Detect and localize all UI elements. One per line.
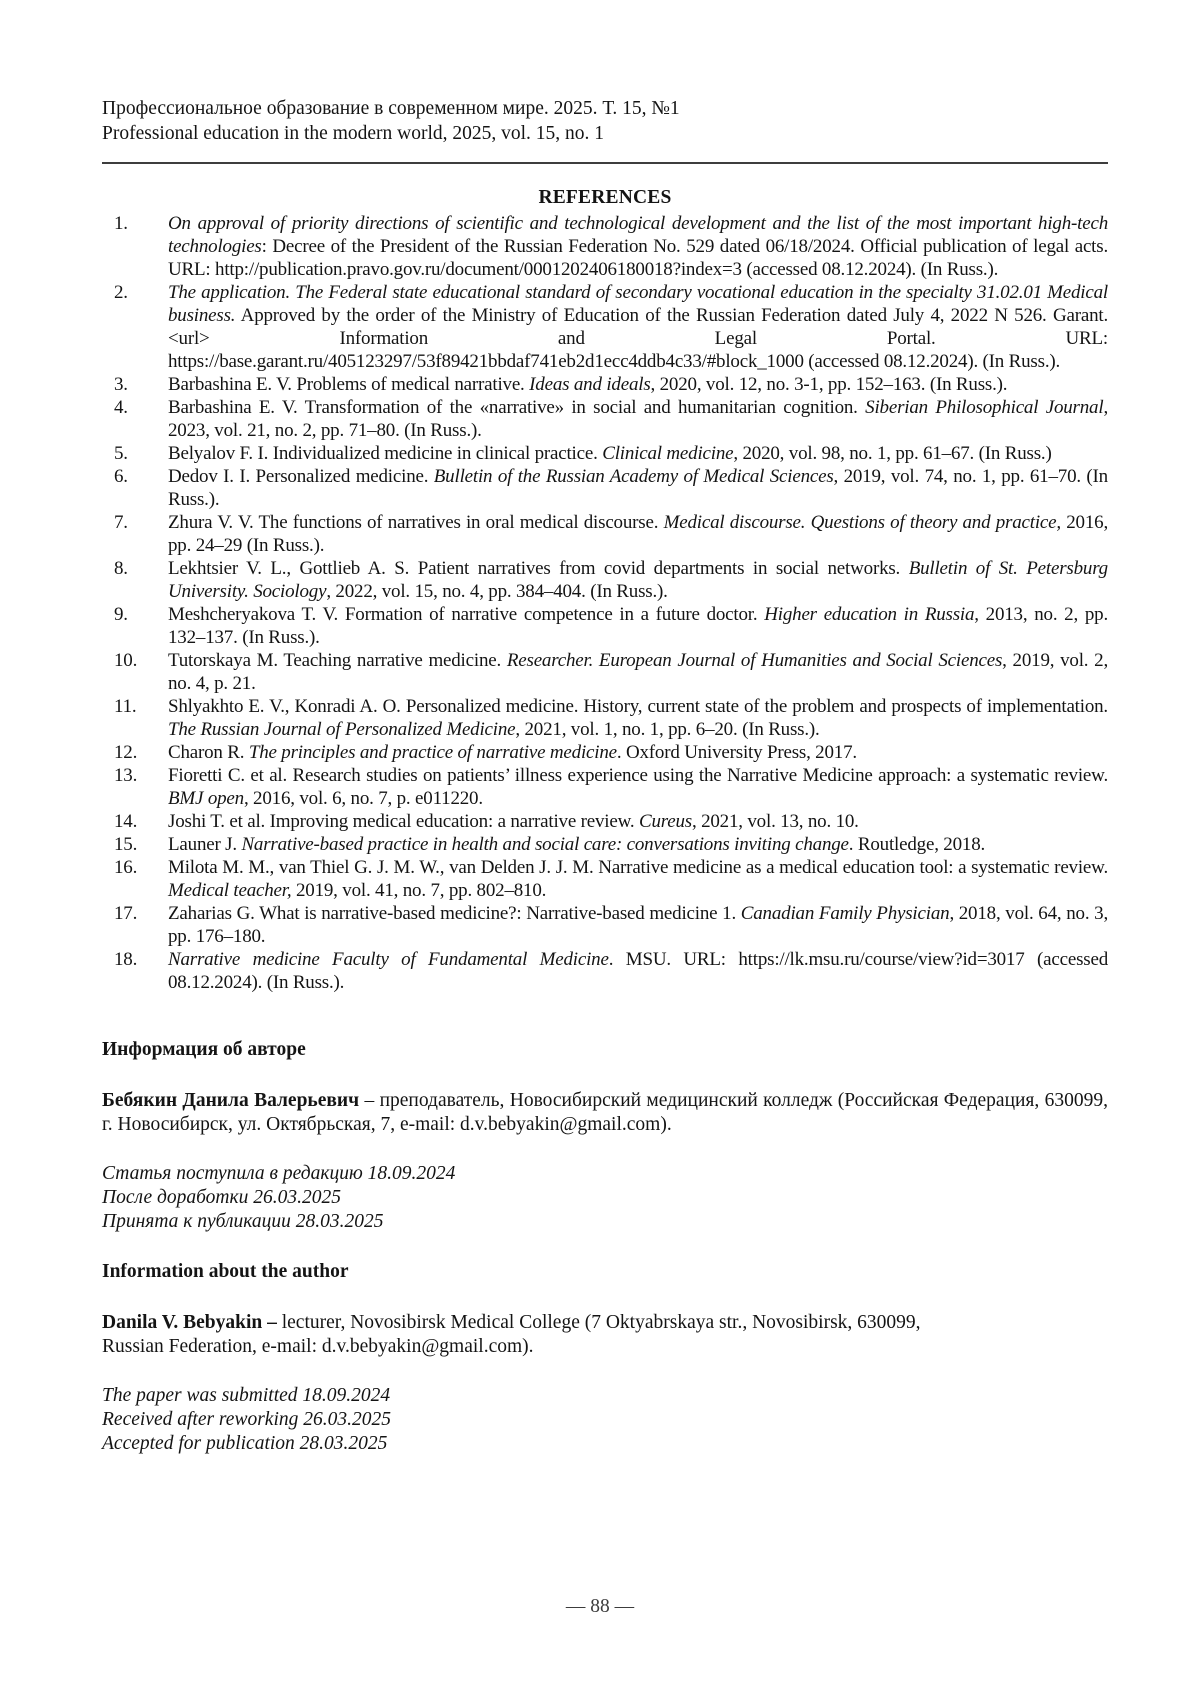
reference-segment-italic: BMJ open [168, 788, 244, 809]
reference-item [102, 856, 1108, 902]
reference-item [102, 695, 1108, 741]
reference-segment-italic: Ideas and ideals [529, 374, 651, 395]
reference-segment: Belyalov F. I. Individualized medicine in clinical practice. [168, 443, 603, 464]
date-submitted-en: The paper was submitted 18.09.2024 [102, 1385, 391, 1406]
reference-segment: . Routledge, 2018. [848, 834, 986, 855]
reference-text [168, 396, 1108, 442]
author-paragraph-en [102, 1311, 1108, 1359]
reference-segment: . Oxford University Press, 2017. [616, 742, 857, 763]
reference-segment: , 2021, vol. 13, no. 10. [691, 811, 859, 832]
reference-segment: : Decree of the President of the Russian Federation No. 529 dated 06/18/2024. Official publication of legal acts. URL: http://publication.pravo.gov.ru/document/0001202406180018?index=3 (accessed 08.12.2024). (In Russ.). [168, 236, 1108, 280]
reference-segment-italic: Medical teacher, [168, 880, 292, 901]
date-accepted-ru: Принята к публикации 28.03.2025 [102, 1211, 384, 1232]
reference-segment: , 2019, vol. 74, no. 1, pp. 61–70. (In Russ.). [168, 466, 1108, 510]
reference-item [102, 281, 1108, 373]
reference-number: 3. [114, 374, 128, 395]
reference-text [168, 442, 1108, 465]
author-paragraph-ru [102, 1089, 1108, 1137]
reference-item [102, 465, 1108, 511]
submission-dates-en [102, 1384, 1108, 1456]
reference-segment-italic: Cureus [638, 811, 692, 832]
reference-number: 14. [114, 811, 138, 832]
reference-item [102, 649, 1108, 695]
reference-number: 1. [114, 213, 128, 234]
reference-text [168, 603, 1108, 649]
author-details-en-line1: lecturer, Novosibirsk Medical College (7 Oktyabrskaya str., Novosibirsk, 630099, [276, 1312, 921, 1333]
date-accepted-en: Accepted for publication 28.03.2025 [102, 1433, 388, 1454]
reference-segment: Meshcheryakova T. V. Formation of narrative competence in a future doctor. [168, 604, 765, 625]
page-number: — 88 — [565, 1596, 635, 1617]
reference-item [102, 557, 1108, 603]
reference-item [102, 833, 1108, 856]
journal-title-ru: Профессиональное образование в современном мире. 2025. Т. 15, №1 [102, 98, 680, 119]
reference-text [168, 695, 1108, 741]
reference-segment-italic: The application. The Federal state educational standard of secondary vocational education in the specialty 31.02.01 Medical business. [168, 282, 1108, 326]
references-title: REFERENCES [538, 187, 672, 208]
reference-segment: Milota M. M., van Thiel G. J. M. W., van Delden J. J. M. Narrative medicine as a medical education tool: a systematic review. [168, 857, 1108, 878]
reference-segment: Dedov I. I. Personalized medicine. [168, 466, 434, 487]
references-list [102, 212, 1108, 994]
reference-number: 10. [114, 650, 138, 671]
author-info-heading-en: Information about the author [102, 1261, 349, 1282]
reference-item [102, 603, 1108, 649]
reference-segment: Shlyakhto E. V., Konradi A. O. Personalized medicine. History, current state of the problem and prospects of implementation. [168, 696, 1108, 717]
reference-item [102, 511, 1108, 557]
reference-number: 17. [114, 903, 138, 924]
reference-segment-italic: Siberian Philosophical Journal [865, 397, 1104, 418]
reference-item [102, 948, 1108, 994]
reference-segment: , 2016, vol. 6, no. 7, p. e011220. [243, 788, 483, 809]
reference-segment-italic: Narrative-based practice in health and social care: conversations inviting change [241, 834, 849, 855]
reference-number: 9. [114, 604, 128, 625]
reference-text [168, 212, 1108, 281]
reference-segment: , 2013, no. 2, pp. 132–137. (In Russ.). [168, 604, 1108, 648]
reference-item [102, 741, 1108, 764]
reference-number: 7. [114, 512, 128, 533]
reference-segment: , 2023, vol. 21, no. 2, pp. 71–80. (In Russ.). [168, 397, 1108, 441]
reference-segment: , 2020, vol. 12, no. 3-1, pp. 152–163. (In Russ.). [650, 374, 1008, 395]
reference-text [168, 465, 1108, 511]
journal-header [102, 96, 1108, 146]
author-info-heading-ru: Информация об авторе [102, 1039, 306, 1060]
reference-segment: Joshi T. et al. Improving medical education: a narrative review. [168, 811, 639, 832]
reference-segment: , 2019, vol. 2, no. 4, p. 21. [168, 650, 1109, 694]
reference-number: 2. [114, 282, 128, 303]
reference-segment: 2019, vol. 41, no. 7, pp. 802–810. [291, 880, 547, 901]
reference-text [168, 856, 1108, 902]
reference-number: 13. [114, 765, 138, 786]
reference-segment: , 2021, vol. 1, no. 1, pp. 6–20. (In Russ.). [515, 719, 820, 740]
reference-segment-italic: Clinical medicine [602, 443, 734, 464]
reference-text [168, 511, 1108, 557]
reference-number: 12. [114, 742, 138, 763]
reference-segment: . MSU. URL: https://lk.msu.ru/course/view?id=3017 (accessed 08.12.2024). (In Russ.). [168, 949, 1109, 993]
date-submitted-ru: Статья поступила в редакцию 18.09.2024 [102, 1163, 456, 1184]
reference-text [168, 281, 1108, 373]
reference-segment-italic: Bulletin of the Russian Academy of Medical Sciences [433, 466, 834, 487]
reference-text [168, 557, 1108, 603]
reference-number: 8. [114, 558, 128, 579]
reference-item [102, 764, 1108, 810]
reference-number: 6. [114, 466, 128, 487]
author-name-ru: Бебякин Данила Валерьевич [102, 1090, 360, 1111]
reference-segment-italic: Medical discourse. Questions of theory and practice, [663, 512, 1061, 533]
reference-segment: Tutorskaya M. Teaching narrative medicine. [168, 650, 507, 671]
reference-number: 18. [114, 949, 138, 970]
reference-segment-italic: Higher education in Russia [764, 604, 975, 625]
reference-segment: Lekhtsier V. L., Gottlieb A. S. Patient narratives from covid departments in social networks. [168, 558, 909, 579]
author-name-en: Danila V. Bebyakin – [102, 1312, 277, 1333]
reference-segment: Barbashina E. V. Transformation of the «narrative» in social and humanitarian cognition. [168, 397, 866, 418]
reference-segment: , 2018, vol. 64, no. 3, pp. 176–180. [168, 903, 1108, 947]
reference-text [168, 373, 1108, 396]
reference-segment-italic: The principles and practice of narrative medicine [248, 742, 617, 763]
author-details-ru: – преподаватель, Новосибирский медицинский колледж (Российская Федерация, 630099, г. Новосибирск, ул. Октябрьская, 7, e-mail: d.v.bebyakin@gmail.com). [102, 1090, 1108, 1135]
journal-title-en: Professional education in the modern world, 2025, vol. 15, no. 1 [102, 123, 605, 144]
reference-segment: , 2020, vol. 98, no. 1, pp. 61–67. (In Russ.) [733, 443, 1052, 464]
reference-item [102, 902, 1108, 948]
reference-segment-italic: Narrative medicine Faculty of Fundamental Medicine [168, 949, 609, 970]
reference-segment-italic: Bulletin of St. Petersburg University. Sociology [168, 558, 1108, 602]
reference-text [168, 741, 1108, 764]
reference-item [102, 212, 1108, 281]
reference-segment: Zaharias G. What is narrative-based medicine?: Narrative-based medicine 1. [168, 903, 741, 924]
header-rule [102, 162, 1108, 164]
reference-segment-italic: The Russian Journal of Personalized Medicine [168, 719, 516, 740]
date-reworked-en: Received after reworking 26.03.2025 [102, 1409, 391, 1430]
reference-segment: 2016, pp. 24–29 (In Russ.). [168, 512, 1109, 556]
date-reworked-ru: После доработки 26.03.2025 [102, 1187, 341, 1208]
reference-item [102, 373, 1108, 396]
reference-item [102, 396, 1108, 442]
reference-segment-italic: On approval of priority directions of scientific and technological development and the list of the most important high-tech technologies [168, 213, 1108, 257]
reference-segment: Charon R. [168, 742, 249, 763]
reference-number: 15. [114, 834, 138, 855]
reference-text [168, 833, 1108, 856]
reference-segment: , 2022, vol. 15, no. 4, pp. 384–404. (In Russ.). [326, 581, 668, 602]
reference-segment: Zhura V. V. The functions of narratives in oral medical discourse. [168, 512, 664, 533]
reference-segment: Launer J. [168, 834, 242, 855]
submission-dates-ru [102, 1162, 1108, 1234]
author-details-en-line2: Russian Federation, e-mail: d.v.bebyakin@gmail.com). [102, 1336, 534, 1357]
reference-text [168, 948, 1108, 994]
reference-number: 11. [114, 696, 137, 717]
reference-segment: Approved by the order of the Ministry of Education of the Russian Federation dated July 4, 2022 N 526. Garant.<url> Information and Legal Portal. URL: https://base.garant.ru/405123297/53f89421bbdaf741eb2d1ecc4ddb4c33/#block_1000 (accessed 08.12.2024). (In Russ.). [168, 305, 1108, 372]
reference-text [168, 810, 1108, 833]
reference-text [168, 902, 1108, 948]
reference-segment-italic: Canadian Family Physician [740, 903, 950, 924]
reference-number: 16. [114, 857, 138, 878]
reference-item [102, 442, 1108, 465]
reference-segment: Barbashina E. V. Problems of medical narrative. [168, 374, 530, 395]
reference-text [168, 649, 1108, 695]
reference-item [102, 810, 1108, 833]
reference-number: 5. [114, 443, 128, 464]
reference-text [168, 764, 1108, 810]
reference-number: 4. [114, 397, 128, 418]
reference-segment: Fioretti C. et al. Research studies on patients’ illness experience using the Narrative Medicine approach: a systematic review. [168, 765, 1108, 786]
reference-segment-italic: Researcher. European Journal of Humanities and Social Sciences [506, 650, 1003, 671]
